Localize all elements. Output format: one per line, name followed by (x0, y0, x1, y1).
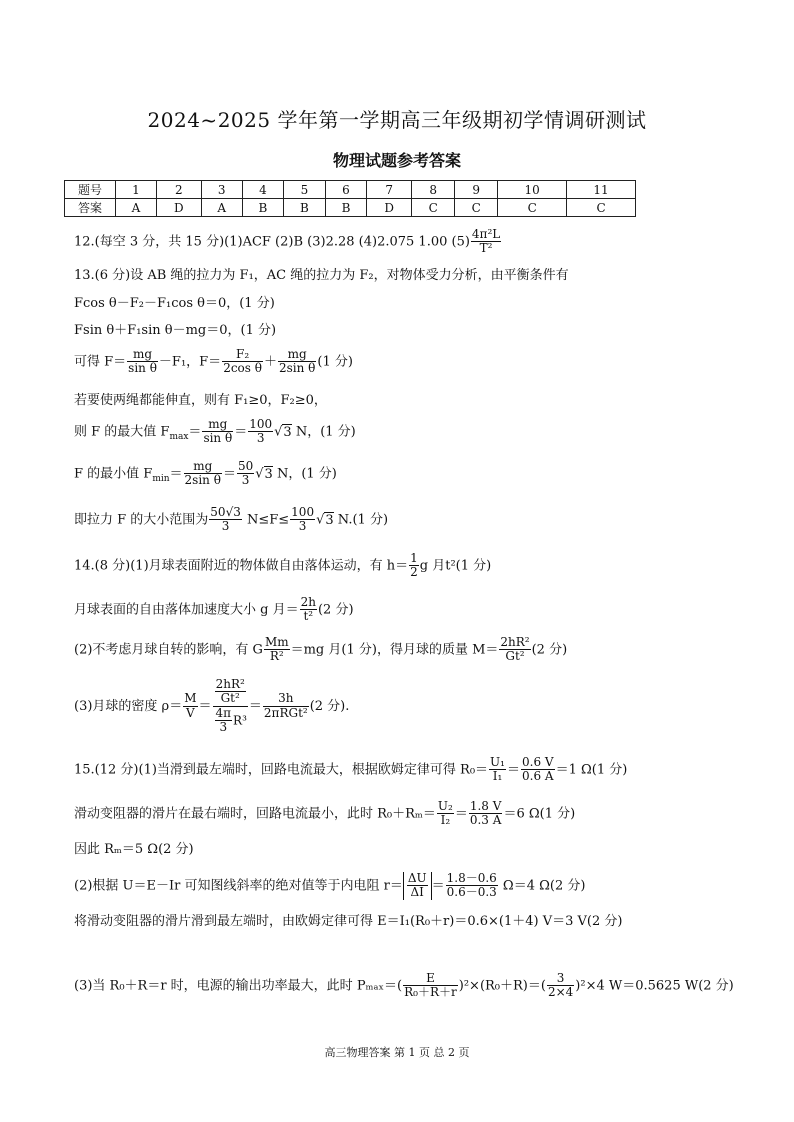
q15-l6-mid: )²×(R₀＋R)＝( (458, 978, 546, 994)
q15-l4-frac2 (446, 872, 498, 900)
q15-l6-frac2 (547, 972, 574, 1000)
q13-range (74, 506, 388, 534)
frac-den: 0.6－0.3 (446, 885, 497, 900)
question-number-cell: 6 (325, 181, 367, 199)
eq: ＝ (454, 806, 468, 822)
q13-eq3-plus: ＋ (263, 354, 277, 370)
q14-line4 (74, 678, 349, 735)
question-number-cell: 3 (201, 181, 242, 199)
sqrt-sign: √ (316, 512, 325, 528)
sqrt-sign: √ (255, 466, 264, 482)
q13-eq3-mid: －F₁，F＝ (158, 354, 222, 370)
q13-range-prefix: 即拉力 F 的大小范围为 (74, 512, 209, 528)
frac-num: mg (202, 418, 233, 432)
q15-l4-suffix: Ω＝4 Ω(2 分) (498, 878, 586, 894)
q12-frac-den: T² (479, 241, 493, 256)
q13-condition: 若要使两绳都能伸直，则有 F₁≥0，F₂≥0， (74, 393, 327, 408)
frac-den: I₁ (492, 769, 503, 784)
inner-frac (215, 678, 246, 706)
page-title: 2024~2025 学年第一学期高三年级期初学情调研测试 (147, 108, 647, 132)
q15-l2-prefix: 滑动变阻器的滑片在最右端时，回路电流最小，此时 R₀＋Rₘ＝ (74, 806, 436, 822)
q13-max-suffix: N，(1 分) (291, 424, 356, 440)
q13-range-right (290, 506, 315, 534)
q13-min (74, 460, 337, 488)
question-number-cell: 4 (242, 181, 284, 199)
q13-eq3-frac2 (222, 348, 263, 376)
q15-line4 (74, 872, 585, 900)
frac-num: 50 (237, 459, 254, 473)
q14-l3-prefix: (2)不考虑月球自转的影响，有 G (74, 642, 263, 658)
frac-den: V (186, 705, 195, 720)
q13-min-frac (184, 460, 222, 488)
frac-num: 3h (263, 692, 309, 706)
frac-num: U₁ (490, 755, 505, 769)
frac-num: mg (184, 460, 222, 474)
eq: ＝ (431, 878, 445, 894)
q15-l1-frac2 (521, 756, 555, 784)
frac-den: 2sin θ (278, 361, 316, 376)
q12-fraction (471, 228, 501, 256)
question-number-cell: 8 (412, 181, 455, 199)
q15-line6 (74, 972, 734, 1000)
q13-intro: 13.(6 分)设 AB 绳的拉力为 F₁，AC 绳的拉力为 F₂，对物体受力分析，由平衡条件有 (74, 268, 569, 283)
question-number-cell: 11 (567, 181, 636, 199)
answer-cell: C (567, 199, 636, 217)
q13-eq1: Fcos θ－F₂－F₁cos θ＝0，(1 分) (74, 296, 275, 311)
answer-cell: D (156, 199, 201, 217)
eq: ＝ (506, 762, 520, 778)
frac-den: 3 (219, 720, 228, 735)
frac-num: 1 (410, 551, 418, 565)
question-number-cell: 9 (455, 181, 498, 199)
page-subtitle: 物理试题参考答案 (332, 151, 461, 170)
q14-l4-compound (213, 678, 248, 735)
q13-min-coef (237, 460, 254, 488)
frac-num: Mm (264, 635, 289, 649)
q14-l3-frac2 (499, 636, 530, 664)
q15-l1-frac1 (489, 756, 506, 784)
frac-den: 2sin θ (184, 473, 221, 488)
frac-num: 3 (547, 972, 574, 986)
frac-den: Gt² (220, 691, 240, 706)
frac-den: 2cos θ (223, 361, 262, 376)
frac-den: 3 (256, 431, 265, 446)
q13-range-left (209, 506, 242, 534)
q13-eq3-score: (1 分) (317, 354, 353, 370)
q13-max-frac (202, 418, 233, 446)
q15-line3: 因此 Rₘ＝5 Ω(2 分) (74, 842, 194, 857)
q15-l1-prefix: 15.(12 分)(1)当滑到最左端时，回路电流最大，根据欧姆定律可得 R₀＝ (74, 762, 489, 778)
q13-max-prefix: 则 F 的最大值 F (74, 424, 170, 440)
q13-min-sub: min (152, 474, 170, 485)
q14-l4-result (263, 692, 309, 720)
q13-max-sub: max (169, 432, 189, 443)
inner-frac (215, 707, 233, 735)
frac-den: I₂ (440, 813, 451, 828)
table-row (65, 199, 636, 217)
frac-den: 3 (298, 519, 307, 534)
q13-min-prefix: F 的最小值 F (74, 466, 153, 482)
frac-den: 2πRGt² (263, 705, 308, 720)
question-number-cell: 2 (156, 181, 201, 199)
frac-den: 3 (221, 519, 230, 534)
frac-den: ΔI (410, 885, 424, 900)
q14-l1-frac (409, 552, 419, 580)
q15-line2 (74, 800, 575, 828)
q15-l6-frac1 (403, 972, 458, 1000)
frac-num: 100 (291, 505, 315, 519)
q14-l2-frac (300, 596, 317, 624)
sqrt-sign: √ (274, 424, 283, 440)
absolute-value (403, 872, 432, 900)
row-label-number: 题号 (65, 181, 116, 199)
q14-l2-prefix: 月球表面的自由落体加速度大小 g 月＝ (74, 602, 299, 618)
q12-line (74, 228, 502, 256)
frac-num: 50√3 (210, 505, 241, 519)
page-footer: 高三物理答案 第 1 页 总 2 页 (324, 1046, 470, 1059)
q15-l4-frac1 (407, 872, 428, 900)
frac-den: 2 (410, 565, 418, 580)
answer-cell: A (201, 199, 242, 217)
q13-min-suffix: N，(1 分) (272, 466, 337, 482)
answer-cell: B (284, 199, 326, 217)
q15-l6-suffix: )²×4 W＝0.5625 W(2 分) (575, 978, 734, 994)
frac-den: sin θ (128, 361, 157, 376)
question-number-cell: 5 (284, 181, 326, 199)
frac-den: R₀＋R＋r (404, 985, 457, 1000)
answer-cell: B (325, 199, 367, 217)
answer-table (64, 180, 636, 217)
sqrt-radicand: 3 (325, 512, 334, 528)
frac-num: E (403, 972, 458, 986)
q13-max-coef (248, 418, 273, 446)
q14-l3-frac1 (264, 636, 290, 664)
q12-text: 12.(每空 3 分，共 15 分)(1)ACF (2)B (3)2.28 (4)2.075 1.00 (5) (74, 234, 470, 250)
answer-cell: D (367, 199, 412, 217)
radius-cubed: R³ (233, 713, 247, 728)
eq: ＝ (234, 424, 248, 440)
frac-num: 2hR² (215, 677, 245, 691)
q15-l2-suffix: ＝6 Ω(1 分) (503, 806, 576, 822)
eq: ＝ (222, 466, 236, 482)
q13-eq3-prefix: 可得 F＝ (74, 354, 127, 370)
frac-den: 0.3 A (469, 813, 502, 828)
frac-num: 2hR² (500, 635, 530, 649)
eq: ＝ (198, 698, 212, 714)
frac-den: sin θ (203, 431, 233, 446)
compound-num (213, 678, 248, 707)
q13-range-mid: N≤F≤ (242, 512, 290, 528)
answer-cell: A (116, 199, 157, 217)
q15-line1 (74, 756, 627, 784)
frac-den: 0.6 A (522, 769, 554, 784)
q13-eq3 (74, 348, 353, 376)
frac-num: 2h (300, 595, 316, 609)
q14-line2 (74, 596, 354, 624)
sqrt-radicand: 3 (264, 466, 273, 482)
q14-l3-suffix: (2 分) (531, 642, 568, 658)
q15-l2-frac2 (469, 800, 503, 828)
frac-num: 0.6 V (522, 755, 554, 769)
q14-l2-suffix: (2 分) (317, 602, 354, 618)
table-row (65, 181, 636, 199)
compound-den (213, 707, 248, 735)
q13-eq3-frac1 (127, 348, 158, 376)
frac-den: Gt² (505, 649, 525, 664)
answer-cell: C (412, 199, 455, 217)
q13-range-suffix: N.(1 分) (333, 512, 389, 528)
answer-cell: C (498, 199, 567, 217)
q14-l3-mid: ＝mg 月(1 分)，得月球的质量 M＝ (290, 642, 499, 658)
sqrt-radicand: 3 (283, 424, 292, 440)
frac-num: 100 (249, 417, 273, 431)
q14-l1-prefix: 14.(8 分)(1)月球表面附近的物体做自由落体运动，有 h＝ (74, 558, 409, 574)
frac-num: 1.8 V (469, 799, 502, 813)
frac-num: mg (278, 348, 316, 362)
q15-line5: 将滑动变阻器的滑片滑到最左端时，由欧姆定律可得 E＝I₁(R₀＋r)＝0.6×(1＋4) V＝3 V(2 分) (74, 914, 623, 929)
eq: ＝ (248, 698, 262, 714)
frac-num: U₂ (437, 799, 453, 813)
question-number-cell: 7 (367, 181, 412, 199)
q13-max (74, 418, 356, 446)
q12-frac-num: 4π²L (471, 227, 501, 241)
q14-line1 (74, 552, 491, 580)
q15-l2-frac1 (437, 800, 454, 828)
frac-den: R² (269, 649, 284, 664)
question-number-cell: 10 (498, 181, 567, 199)
frac-den: 3 (241, 473, 250, 488)
q14-l1-suffix: g 月t²(1 分) (419, 558, 492, 574)
q15-l1-suffix: ＝1 Ω(1 分) (555, 762, 628, 778)
question-number-cell: 1 (116, 181, 157, 199)
eq: ＝ (188, 424, 202, 440)
frac-num: F₂ (222, 348, 263, 362)
row-label-answer: 答案 (65, 199, 116, 217)
frac-num: mg (127, 348, 158, 362)
answer-cell: C (455, 199, 498, 217)
frac-num: 4π (215, 705, 232, 720)
q14-line3 (74, 636, 567, 664)
q13-eq2: Fsin θ＋F₁sin θ－mg＝0，(1 分) (74, 323, 277, 338)
q14-l4-prefix: (3)月球的密度 ρ＝ (74, 698, 183, 714)
q14-l4-suffix: (2 分). (309, 698, 350, 714)
frac-den: 2×4 (547, 985, 574, 1000)
q15-l4-prefix: (2)根据 U＝E－Ir 可知图线斜率的绝对值等于内电阻 r＝ (74, 878, 403, 894)
q15-l6-prefix: (3)当 R₀＋R＝r 时，电源的输出功率最大，此时 Pₘₐₓ＝( (74, 978, 403, 994)
q14-l4-frac1 (183, 692, 197, 720)
frac-den: t² (303, 609, 314, 624)
q13-eq3-frac3 (278, 348, 316, 376)
eq: ＝ (169, 466, 183, 482)
frac-num: ΔU (407, 871, 427, 885)
answer-cell: B (242, 199, 284, 217)
frac-num: 1.8－0.6 (446, 871, 497, 885)
frac-num: M (184, 691, 197, 706)
